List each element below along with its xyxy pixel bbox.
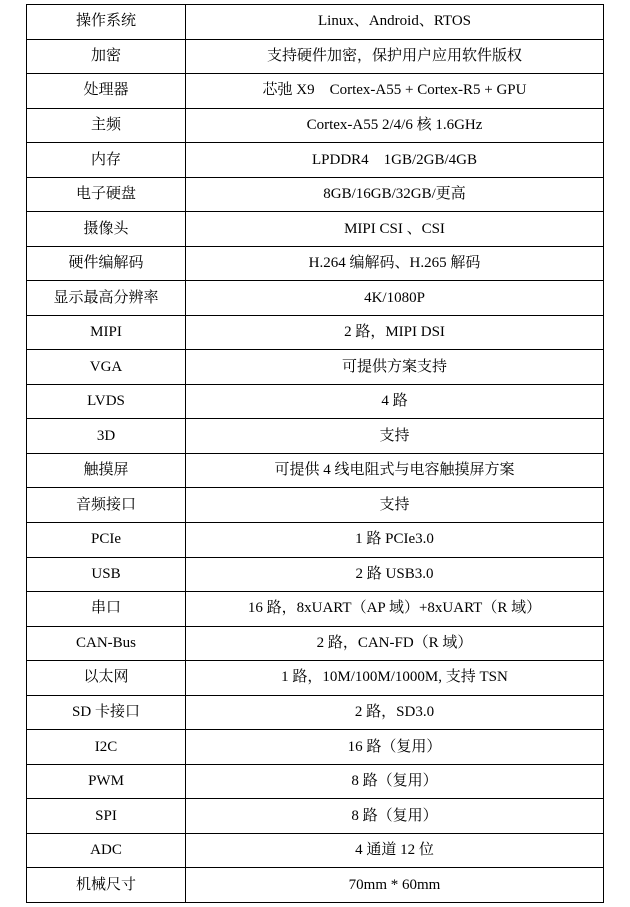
spec-value: 1 路 PCIe3.0	[186, 522, 604, 557]
spec-value: H.264 编解码、H.265 解码	[186, 246, 604, 281]
spec-value: 可提供方案支持	[186, 350, 604, 385]
spec-label: 主频	[27, 108, 186, 143]
spec-value: 支持	[186, 488, 604, 523]
table-row	[27, 246, 604, 281]
table-row	[27, 730, 604, 765]
table-row	[27, 419, 604, 454]
spec-label: ADC	[27, 833, 186, 868]
table-row	[27, 488, 604, 523]
spec-label: SPI	[27, 799, 186, 834]
spec-label: 以太网	[27, 661, 186, 696]
spec-value: 70mm * 60mm	[186, 868, 604, 903]
table-row	[27, 108, 604, 143]
table-row	[27, 626, 604, 661]
spec-value: 芯弛 X9 Cortex-A55 + Cortex-R5 + GPU	[186, 74, 604, 109]
spec-label: LVDS	[27, 384, 186, 419]
spec-value: 4 通道 12 位	[186, 833, 604, 868]
spec-value: 4 路	[186, 384, 604, 419]
spec-label: MIPI	[27, 315, 186, 350]
spec-value: 8 路（复用）	[186, 764, 604, 799]
spec-label: SD 卡接口	[27, 695, 186, 730]
table-row	[27, 315, 604, 350]
spec-label: 加密	[27, 39, 186, 74]
table-row	[27, 695, 604, 730]
table-row	[27, 833, 604, 868]
spec-value: Cortex-A55 2/4/6 核 1.6GHz	[186, 108, 604, 143]
table-row	[27, 453, 604, 488]
spec-label: PCIe	[27, 522, 186, 557]
spec-label: 音频接口	[27, 488, 186, 523]
spec-label: CAN-Bus	[27, 626, 186, 661]
table-row	[27, 868, 604, 903]
spec-label: 触摸屏	[27, 453, 186, 488]
spec-value: 2 路 USB3.0	[186, 557, 604, 592]
table-row	[27, 177, 604, 212]
spec-value: 2 路，MIPI DSI	[186, 315, 604, 350]
spec-label: 机械尺寸	[27, 868, 186, 903]
spec-value: 16 路，8xUART（AP 域）+8xUART（R 域）	[186, 592, 604, 627]
table-row	[27, 557, 604, 592]
spec-label: 电子硬盘	[27, 177, 186, 212]
spec-label: VGA	[27, 350, 186, 385]
spec-value: LPDDR4 1GB/2GB/4GB	[186, 143, 604, 178]
specification-table	[26, 4, 604, 903]
spec-value: 支持硬件加密，保护用户应用软件版权	[186, 39, 604, 74]
table-row	[27, 384, 604, 419]
spec-value: 可提供 4 线电阻式与电容触摸屏方案	[186, 453, 604, 488]
table-row	[27, 799, 604, 834]
spec-label: PWM	[27, 764, 186, 799]
spec-value: Linux、Android、RTOS	[186, 5, 604, 40]
table-row	[27, 143, 604, 178]
spec-label: 硬件编解码	[27, 246, 186, 281]
spec-value: 2 路，CAN-FD（R 域）	[186, 626, 604, 661]
table-row	[27, 592, 604, 627]
table-row	[27, 5, 604, 40]
spec-label: 处理器	[27, 74, 186, 109]
spec-label: USB	[27, 557, 186, 592]
spec-value: 1 路，10M/100M/1000M, 支持 TSN	[186, 661, 604, 696]
table-row	[27, 74, 604, 109]
spec-label: I2C	[27, 730, 186, 765]
spec-value: 2 路，SD3.0	[186, 695, 604, 730]
spec-label: 显示最高分辨率	[27, 281, 186, 316]
spec-label: 操作系统	[27, 5, 186, 40]
spec-value: MIPI CSI 、CSI	[186, 212, 604, 247]
spec-value: 8 路（复用）	[186, 799, 604, 834]
spec-label: 摄像头	[27, 212, 186, 247]
spec-value: 16 路（复用）	[186, 730, 604, 765]
specification-table-body	[27, 5, 604, 903]
table-row	[27, 39, 604, 74]
table-row	[27, 661, 604, 696]
table-row	[27, 522, 604, 557]
table-row	[27, 350, 604, 385]
spec-value: 支持	[186, 419, 604, 454]
table-row	[27, 212, 604, 247]
table-row	[27, 764, 604, 799]
spec-value: 4K/1080P	[186, 281, 604, 316]
spec-label: 串口	[27, 592, 186, 627]
spec-label: 内存	[27, 143, 186, 178]
spec-label: 3D	[27, 419, 186, 454]
spec-value: 8GB/16GB/32GB/更高	[186, 177, 604, 212]
table-row	[27, 281, 604, 316]
